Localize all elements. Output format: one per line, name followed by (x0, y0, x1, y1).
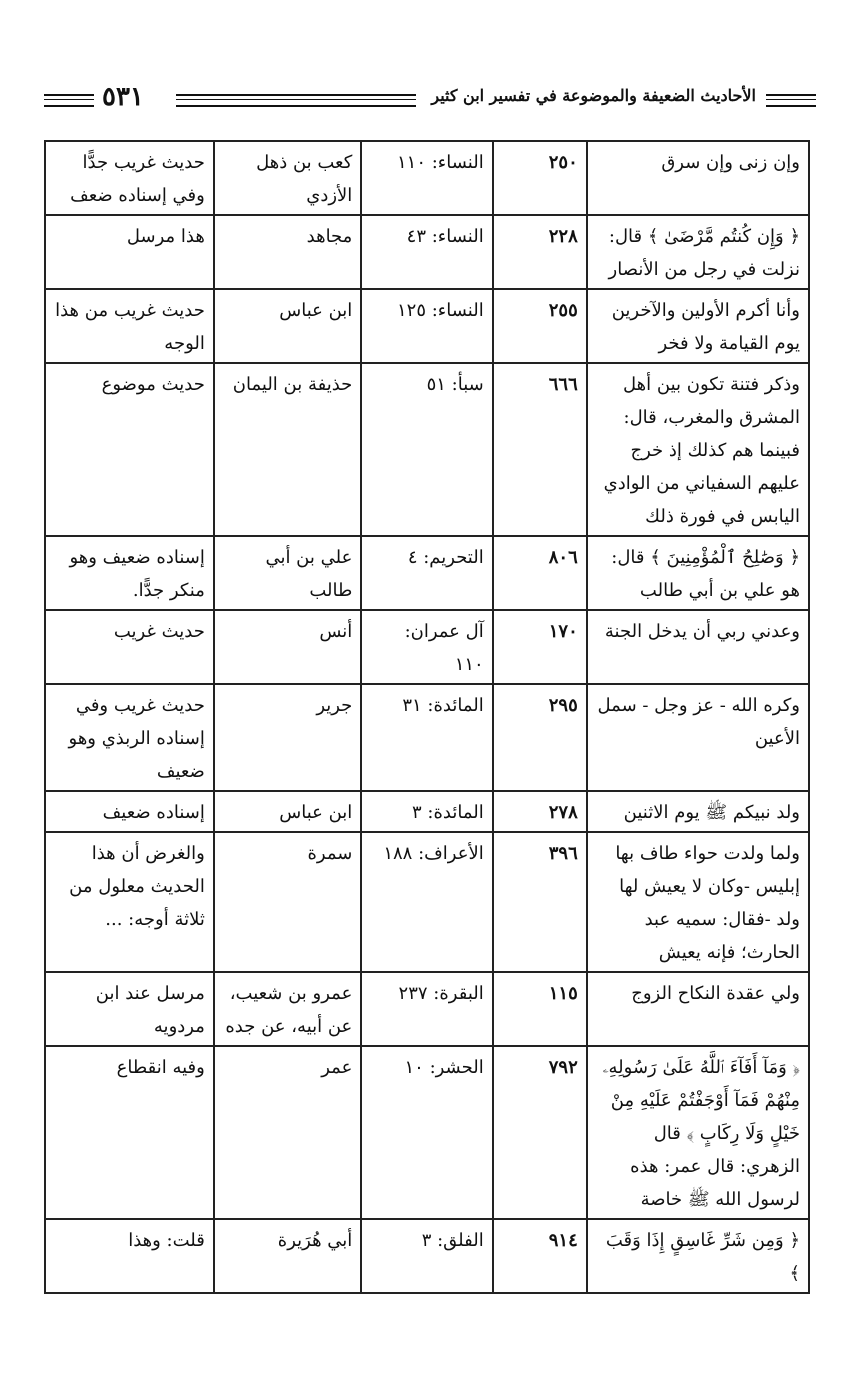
ruling-cell: حديث غريب وفي إسناده الربذي وهو ضعيف (45, 684, 214, 791)
header-rule-right (766, 94, 816, 107)
hadith-text-cell: ﴿ وَإِن كُنتُم مَّرْضَىٰ ﴾ قال: نزلت في رجل من الأنصار (587, 215, 809, 289)
sura-ref-cell: التحريم: ٤ (361, 536, 492, 610)
table-row (45, 141, 809, 215)
hadith-text-cell: ﴿ وَمَآ أَفَآءَ ٱللَّهُ عَلَىٰ رَسُولِهِۦ مِنْهُمْ فَمَآ أَوْجَفْتُمْ عَلَيْهِ مِنْ خَيْلٍ وَلَا رِكَابٍ ﴾ قال الزهري: قال عمر: هذه لرسول الله ﷺ خاصة (587, 1046, 809, 1219)
header-rule-left (44, 94, 94, 107)
table-row (45, 289, 809, 363)
page-number: ٥٣١ (102, 82, 144, 112)
table-row (45, 972, 809, 1046)
narrator-cell: مجاهد (214, 215, 361, 289)
hadith-table-body (45, 141, 809, 1293)
table-row (45, 1219, 809, 1293)
narrator-cell: عمر (214, 1046, 361, 1219)
table-row (45, 610, 809, 684)
ruling-cell: وفيه انقطاع (45, 1046, 214, 1219)
page-ref-cell: ٩١٤ (493, 1219, 587, 1293)
sura-ref-cell: الحشر: ١٠ (361, 1046, 492, 1219)
ruling-cell: إسناده ضعيف وهو منكر جدًّا. (45, 536, 214, 610)
table-row (45, 832, 809, 972)
ruling-cell: والغرض أن هذا الحديث معلول من ثلاثة أوجه: ... (45, 832, 214, 972)
hadith-text-cell: ﴿ وَصَٰلِحُ ٱلْمُؤْمِنِينَ ﴾ قال: هو علي بن أبي طالب (587, 536, 809, 610)
ruling-cell: حديث غريب (45, 610, 214, 684)
page-ref-cell: ٢٥٠ (493, 141, 587, 215)
hadith-text-cell: ولد نبيكم ﷺ يوم الاثنين (587, 791, 809, 832)
page-header (44, 84, 816, 118)
narrator-cell: علي بن أبي طالب (214, 536, 361, 610)
page-ref-cell: ١٧٠ (493, 610, 587, 684)
sura-ref-cell: النساء: ١٢٥ (361, 289, 492, 363)
sura-ref-cell: الأعراف: ١٨٨ (361, 832, 492, 972)
narrator-cell: أبي هُرَيرة (214, 1219, 361, 1293)
narrator-cell: سمرة (214, 832, 361, 972)
sura-ref-cell: آل عمران: ١١٠ (361, 610, 492, 684)
table-row (45, 215, 809, 289)
hadith-text-cell: ولما ولدت حواء طاف بها إبليس -وكان لا يعيش لها ولد -فقال: سميه عبد الحارث؛ فإنه يعيش (587, 832, 809, 972)
narrator-cell: كعب بن ذهل الأزدي (214, 141, 361, 215)
page-ref-cell: ٨٠٦ (493, 536, 587, 610)
hadith-text-cell: ولي عقدة النكاح الزوج (587, 972, 809, 1046)
book-title: الأحاديث الضعيفة والموضوعة في تفسير ابن كثير (431, 86, 756, 105)
narrator-cell: حذيفة بن اليمان (214, 363, 361, 536)
header-rule-middle (176, 94, 416, 107)
ruling-cell: إسناده ضعيف (45, 791, 214, 832)
ruling-cell: حديث غريب من هذا الوجه (45, 289, 214, 363)
ruling-cell: حديث موضوع (45, 363, 214, 536)
ruling-cell: مرسل عند ابن مردويه (45, 972, 214, 1046)
narrator-cell: ابن عباس (214, 791, 361, 832)
page-ref-cell: ٢٥٥ (493, 289, 587, 363)
page-ref-cell: ٢٧٨ (493, 791, 587, 832)
sura-ref-cell: المائدة: ٣١ (361, 684, 492, 791)
table-row (45, 684, 809, 791)
table-row (45, 536, 809, 610)
narrator-cell: أنس (214, 610, 361, 684)
hadith-text-cell: وذكر فتنة تكون بين أهل المشرق والمغرب، قال: فبينما هم كذلك إذ خرج عليهم السفياني من الوادي اليابس في فورة ذلك (587, 363, 809, 536)
page-ref-cell: ١١٥ (493, 972, 587, 1046)
page-ref-cell: ٢٢٨ (493, 215, 587, 289)
page-ref-cell: ٧٩٢ (493, 1046, 587, 1219)
page-ref-cell: ٢٩٥ (493, 684, 587, 791)
sura-ref-cell: الفلق: ٣ (361, 1219, 492, 1293)
hadith-text-cell: وإن زنى وإن سرق (587, 141, 809, 215)
table-row (45, 363, 809, 536)
sura-ref-cell: المائدة: ٣ (361, 791, 492, 832)
narrator-cell: عمرو بن شعيب، عن أبيه، عن جده (214, 972, 361, 1046)
sura-ref-cell: النساء: ٤٣ (361, 215, 492, 289)
table-row (45, 1046, 809, 1219)
narrator-cell: ابن عباس (214, 289, 361, 363)
hadith-text-cell: وعدني ربي أن يدخل الجنة (587, 610, 809, 684)
ruling-cell: حديث غريب جدًّا وفي إسناده ضعف (45, 141, 214, 215)
sura-ref-cell: سبأ: ٥١ (361, 363, 492, 536)
hadith-text-cell: ﴿ وَمِن شَرِّ غَاسِقٍ إِذَا وَقَبَ ﴾ (587, 1219, 809, 1293)
page-ref-cell: ٦٦٦ (493, 363, 587, 536)
sura-ref-cell: النساء: ١١٠ (361, 141, 492, 215)
page-ref-cell: ٣٩٦ (493, 832, 587, 972)
sura-ref-cell: البقرة: ٢٣٧ (361, 972, 492, 1046)
narrator-cell: جرير (214, 684, 361, 791)
hadith-text-cell: وكره الله - عز وجل - سمل الأعين (587, 684, 809, 791)
ruling-cell: هذا مرسل (45, 215, 214, 289)
table-row (45, 791, 809, 832)
ruling-cell: قلت: وهذا (45, 1219, 214, 1293)
hadith-text-cell: وأنا أكرم الأولين والآخرين يوم القيامة ولا فخر (587, 289, 809, 363)
hadith-table (44, 140, 810, 1294)
